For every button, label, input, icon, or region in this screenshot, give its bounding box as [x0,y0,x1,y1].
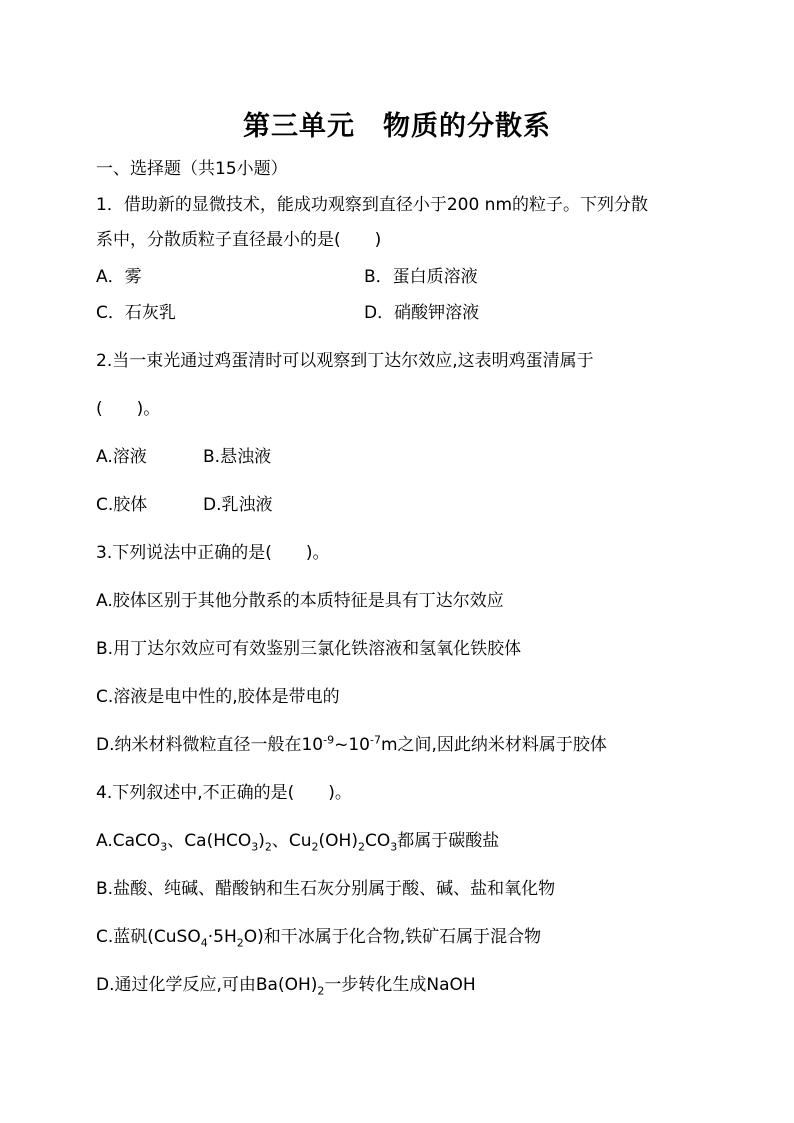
q4-option-b: B.盐酸、纯碱、醋酸钠和生石灰分别属于酸、碱、盐和氧化物 [96,879,556,899]
formula-subscript: 4 [200,936,208,950]
formula-text: C.蓝矾(CuSO [96,927,201,947]
q4-option-d [96,974,476,996]
formula-subscript: 3 [160,840,168,854]
formula-text: 一步转化生成NaOH [324,975,476,995]
formula-subscript: 2 [264,840,272,854]
q3-option-d [96,734,607,756]
q4-option-a [96,830,499,852]
q4-option-c [96,926,541,948]
formula-text: ·5H [207,927,237,947]
q3-option-c: C.溶液是电中性的,胶体是带电的 [96,687,340,707]
q1-stem-line2: 系中，分散质粒子直径最小的是( ) [96,230,382,250]
q3-option-d-superscript: -9 [323,733,335,747]
q4-stem: 4.下列叙述中,不正确的是( )。 [96,783,352,803]
q2-option-a: A.溶液 [96,447,147,467]
formula-subscript: 2 [317,984,325,998]
q3-option-d-text: D.纳米材料微粒直径一般在10 [96,735,324,755]
document-title: 第三单元 物质的分散系 [243,111,551,142]
q1-option-c: C．石灰乳 [96,303,176,323]
q3-option-b: B.用丁达尔效应可有效鉴别三氯化铁溶液和氢氧化铁胶体 [96,639,522,659]
formula-subscript: 2 [236,936,244,950]
formula-text: 、Cu [271,831,312,851]
q2-option-b: B.悬浊液 [203,447,272,467]
q2-option-c: C.胶体 [96,495,148,515]
formula-text: ) [258,831,265,851]
formula-text: A.CaCO [96,831,161,851]
q1-stem-line1: 1．借助新的显微技术，能成功观察到直径小于200 nm的粒子。下列分散 [96,195,649,215]
q1-option-d: D．硝酸钾溶液 [364,303,480,323]
q2-option-d: D.乳浊液 [203,495,273,515]
q3-option-d-superscript: -7 [370,733,381,747]
formula-text: 都属于碳酸盐 [397,831,500,851]
q1-option-a: A．雾 [96,267,142,287]
formula-subscript: 3 [251,840,259,854]
formula-subscript: 2 [357,840,365,854]
formula-text: O)和干冰属于化合物,铁矿石属于混合物 [243,927,542,947]
formula-text: 、Ca(HCO [167,831,252,851]
q2-stem-line2: ( )。 [96,399,161,419]
q3-option-a: A.胶体区别于其他分散系的本质特征是具有丁达尔效应 [96,591,504,611]
section-heading: 一、选择题（共15小题） [96,159,288,179]
formula-text: CO [364,831,391,851]
formula-text: (OH) [318,831,358,851]
formula-subscript: 3 [390,840,398,854]
q2-stem-line1: 2.当一束光通过鸡蛋清时可以观察到丁达尔效应,这表明鸡蛋清属于 [96,351,594,371]
formula-text: D.通过化学反应,可由Ba(OH) [96,975,318,995]
q1-option-b: B．蛋白质溶液 [364,267,478,287]
q3-stem: 3.下列说法中正确的是( )。 [96,543,330,563]
q3-option-d-text: ~10 [334,735,370,755]
formula-subscript: 2 [311,840,319,854]
q3-option-d-text: m之间,因此纳米材料属于胶体 [380,735,607,755]
